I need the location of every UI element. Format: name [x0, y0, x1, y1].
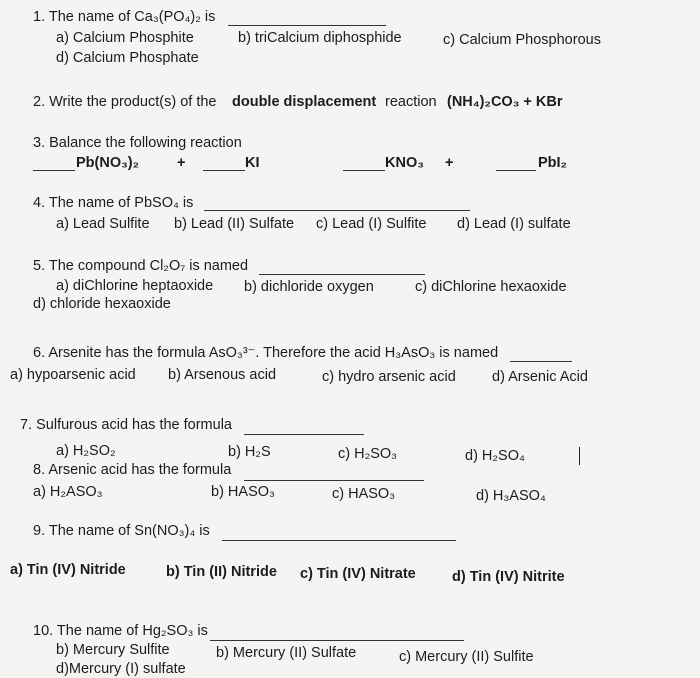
q5-option-d[interactable]: d) chloride hexaoxide — [33, 296, 171, 312]
q6-option-a[interactable]: a) hypoarsenic acid — [10, 367, 136, 383]
q3-coef-blank-3[interactable] — [343, 170, 385, 171]
q9-option-a[interactable]: a) Tin (IV) Nitride — [10, 562, 126, 578]
q6-option-d[interactable]: d) Arsenic Acid — [492, 369, 588, 385]
q5-stem: 5. The compound Cl₂O₇ is named — [33, 258, 249, 274]
q5-option-b[interactable]: b) dichloride oxygen — [244, 279, 374, 295]
q10-option-b[interactable]: b) Mercury (II) Sulfate — [216, 645, 357, 661]
q9-option-c[interactable]: c) Tin (IV) Nitrate — [300, 566, 416, 582]
q4-answer-blank[interactable] — [204, 210, 470, 211]
q7-stem: 7. Sulfurous acid has the formula — [20, 417, 232, 433]
q4-option-c[interactable]: c) Lead (I) Sulfite — [316, 216, 427, 232]
q2-bold-phrase: double displacement — [232, 94, 377, 110]
q6-option-c[interactable]: c) hydro arsenic acid — [322, 369, 456, 385]
q1-answer-blank[interactable] — [228, 25, 386, 26]
q8-option-a[interactable]: a) H₂ASO₃ — [33, 484, 103, 500]
q3-stem: 3. Balance the following reaction — [33, 135, 242, 151]
q8-stem: 8. Arsenic acid has the formula — [33, 462, 232, 478]
q1-stem: 1. The name of Ca₃(PO₄)₂ is — [33, 9, 216, 25]
text-cursor — [579, 447, 580, 465]
q5-option-a[interactable]: a) diChlorine heptaoxide — [56, 278, 214, 294]
q3-reactant-2: KI — [245, 155, 260, 171]
q9-stem: 9. The name of Sn(NO₃)₄ is — [33, 523, 210, 539]
q4-option-b[interactable]: b) Lead (II) Sulfate — [174, 216, 295, 232]
q4-stem: 4. The name of PbSO₄ is — [33, 195, 194, 211]
q5-option-c[interactable]: c) diChlorine hexaoxide — [415, 279, 567, 295]
q8-option-b[interactable]: b) HASO₃ — [211, 484, 275, 500]
q9-option-d[interactable]: d) Tin (IV) Nitrite — [452, 569, 565, 585]
q9-option-b[interactable]: b) Tin (II) Nitride — [166, 564, 277, 580]
q2-stem: 2. Write the product(s) of the — [33, 94, 217, 110]
q7-option-a[interactable]: a) H₂SO₂ — [56, 443, 116, 459]
q3-coef-blank-1[interactable] — [33, 170, 75, 171]
q6-answer-blank[interactable] — [510, 361, 572, 362]
q2-formula: (NH₄)₂CO₃ + KBr — [447, 94, 563, 110]
q10-answer-blank[interactable] — [210, 640, 464, 641]
q7-option-b[interactable]: b) H₂S — [228, 444, 271, 460]
q6-stem: 6. Arsenite has the formula AsO₃³⁻. Therefore the acid H₃AsO₃ is named — [33, 345, 499, 361]
q3-product-1: KNO₃ — [385, 155, 424, 171]
q9-answer-blank[interactable] — [222, 540, 456, 541]
q10-option-d[interactable]: d)Mercury (I) sulfate — [56, 661, 186, 677]
q10-option-c[interactable]: c) Mercury (II) Sulfite — [399, 649, 534, 665]
q1-option-b[interactable]: b) triCalcium diphosphide — [238, 30, 402, 46]
q7-option-d[interactable]: d) H₂SO₄ — [465, 448, 525, 464]
q2-word: reaction — [385, 94, 437, 110]
q5-answer-blank[interactable] — [259, 274, 425, 275]
q1-option-d[interactable]: d) Calcium Phosphate — [56, 50, 199, 66]
q3-coef-blank-2[interactable] — [203, 170, 245, 171]
q3-plus-1: + — [177, 155, 186, 171]
q6-option-b[interactable]: b) Arsenous acid — [168, 367, 277, 383]
q8-option-c[interactable]: c) HASO₃ — [332, 486, 396, 502]
q3-product-2: PbI₂ — [538, 155, 567, 171]
q1-option-a[interactable]: a) Calcium Phosphite — [56, 30, 194, 46]
q4-option-a[interactable]: a) Lead Sulfite — [56, 216, 150, 232]
q8-answer-blank[interactable] — [244, 480, 424, 481]
q7-option-c[interactable]: c) H₂SO₃ — [338, 446, 398, 462]
q10-stem: 10. The name of Hg₂SO₃ is — [33, 623, 208, 639]
q3-reactant-1: Pb(NO₃)₂ — [76, 155, 140, 171]
q1-option-c[interactable]: c) Calcium Phosphorous — [443, 32, 601, 48]
q10-option-a[interactable]: b) Mercury Sulfite — [56, 642, 170, 658]
q3-plus-2: + — [445, 155, 454, 171]
q4-option-d[interactable]: d) Lead (I) sulfate — [457, 216, 571, 232]
q3-coef-blank-4[interactable] — [496, 170, 536, 171]
q8-option-d[interactable]: d) H₃ASO₄ — [476, 488, 546, 504]
q7-answer-blank[interactable] — [244, 434, 364, 435]
